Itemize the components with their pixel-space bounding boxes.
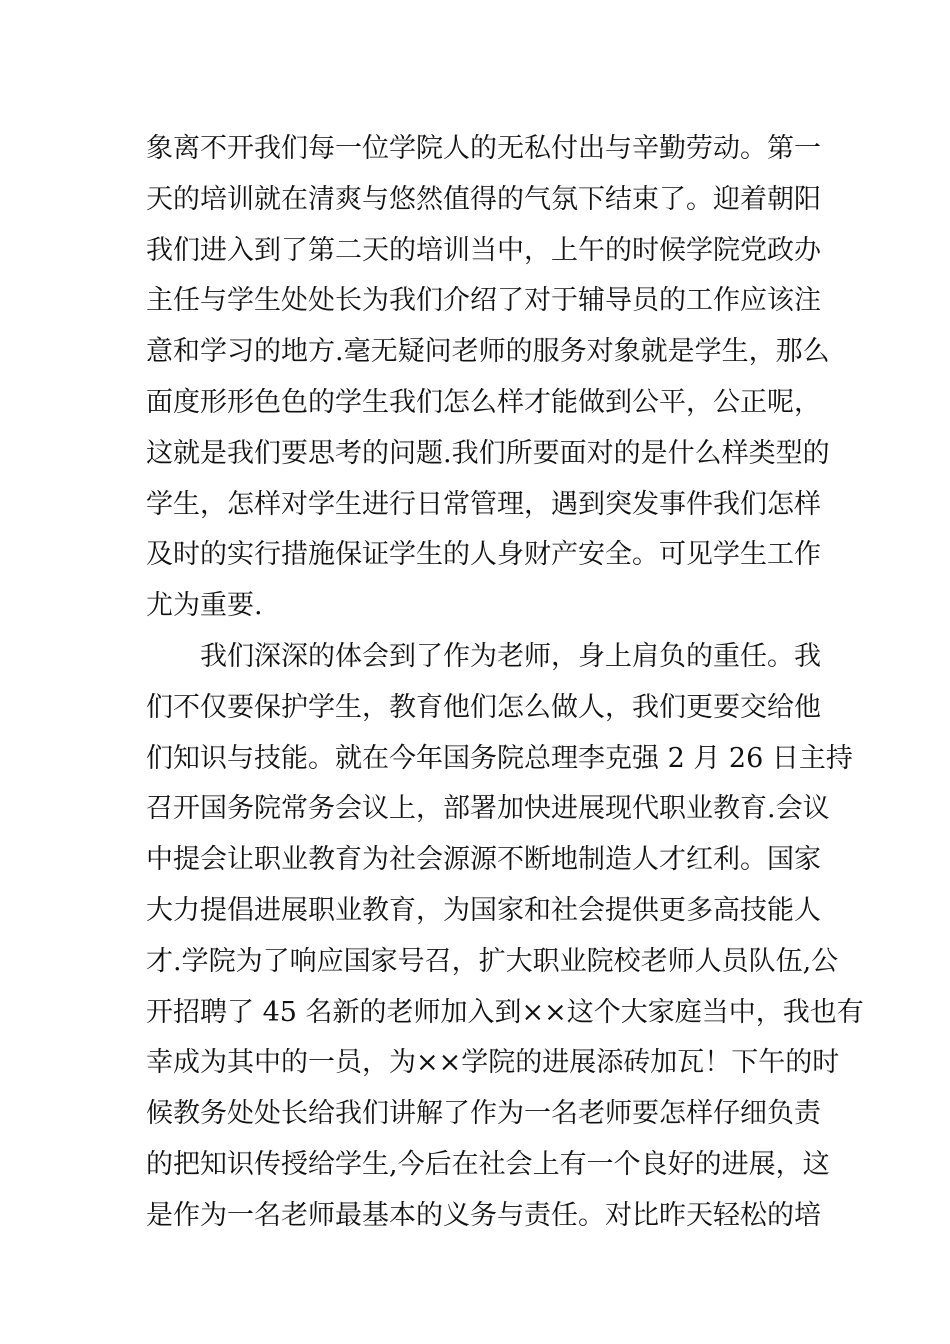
- text-line: 候教务处处长给我们讲解了作为一名老师要怎样仔细负责: [146, 1098, 821, 1130]
- text-line: 幸成为其中的一员，为××学院的进展添砖加瓦！下午的时: [146, 1047, 840, 1079]
- text-line: 意和学习的地方.毫无疑问老师的服务对象就是学生，那么: [146, 336, 830, 368]
- document-body: [146, 124, 864, 1242]
- text-line: 中提会让职业教育为社会源源不断地制造人才红利。国家: [146, 844, 821, 876]
- text-line: 开招聘了 45 名新的老师加入到××这个大家庭当中，我也有: [146, 996, 864, 1028]
- text-line: 学生，怎样对学生进行日常管理，遇到突发事件我们怎样: [146, 488, 821, 520]
- text-line: 我们进入到了第二天的培训当中，上午的时候学院党政办: [146, 234, 821, 266]
- text-line: 尤为重要.: [146, 590, 263, 622]
- text-line: 才.学院为了响应国家号召，扩大职业院校老师人员队伍,公: [146, 945, 839, 977]
- paragraph-2: [146, 632, 864, 1242]
- text-line: 我们深深的体会到了作为老师，身上肩负的重任。我: [200, 640, 821, 672]
- paragraph-1: [146, 124, 830, 632]
- text-line: 们知识与技能。就在今年国务院总理李克强 2 月 26 日主持: [146, 742, 853, 774]
- text-line: 天的培训就在清爽与悠然值得的气氛下结束了。迎着朝阳: [146, 183, 821, 215]
- text-line: 主任与学生处处长为我们介绍了对于辅导员的工作应该注: [146, 285, 821, 317]
- text-line: 大力提倡进展职业教育，为国家和社会提供更多高技能人: [146, 894, 821, 926]
- text-line: 是作为一名老师最基本的义务与责任。对比昨天轻松的培: [146, 1199, 821, 1231]
- text-line: 及时的实行措施保证学生的人身财产安全。可见学生工作: [146, 539, 821, 571]
- text-line: 召开国务院常务会议上，部署加快进展现代职业教育.会议: [146, 793, 830, 825]
- text-line: 这就是我们要思考的问题.我们所要面对的是什么样类型的: [146, 437, 830, 469]
- text-line: 的把知识传授给学生,今后在社会上有一个良好的进展，这: [146, 1148, 830, 1180]
- text-line: 们不仅要保护学生，教育他们怎么做人，我们更要交给他: [146, 691, 821, 723]
- text-line: 象离不开我们每一位学院人的无私付出与辛勤劳动。第一: [146, 133, 821, 164]
- text-line: 面度形形色色的学生我们怎么样才能做到公平，公正呢，: [146, 386, 821, 418]
